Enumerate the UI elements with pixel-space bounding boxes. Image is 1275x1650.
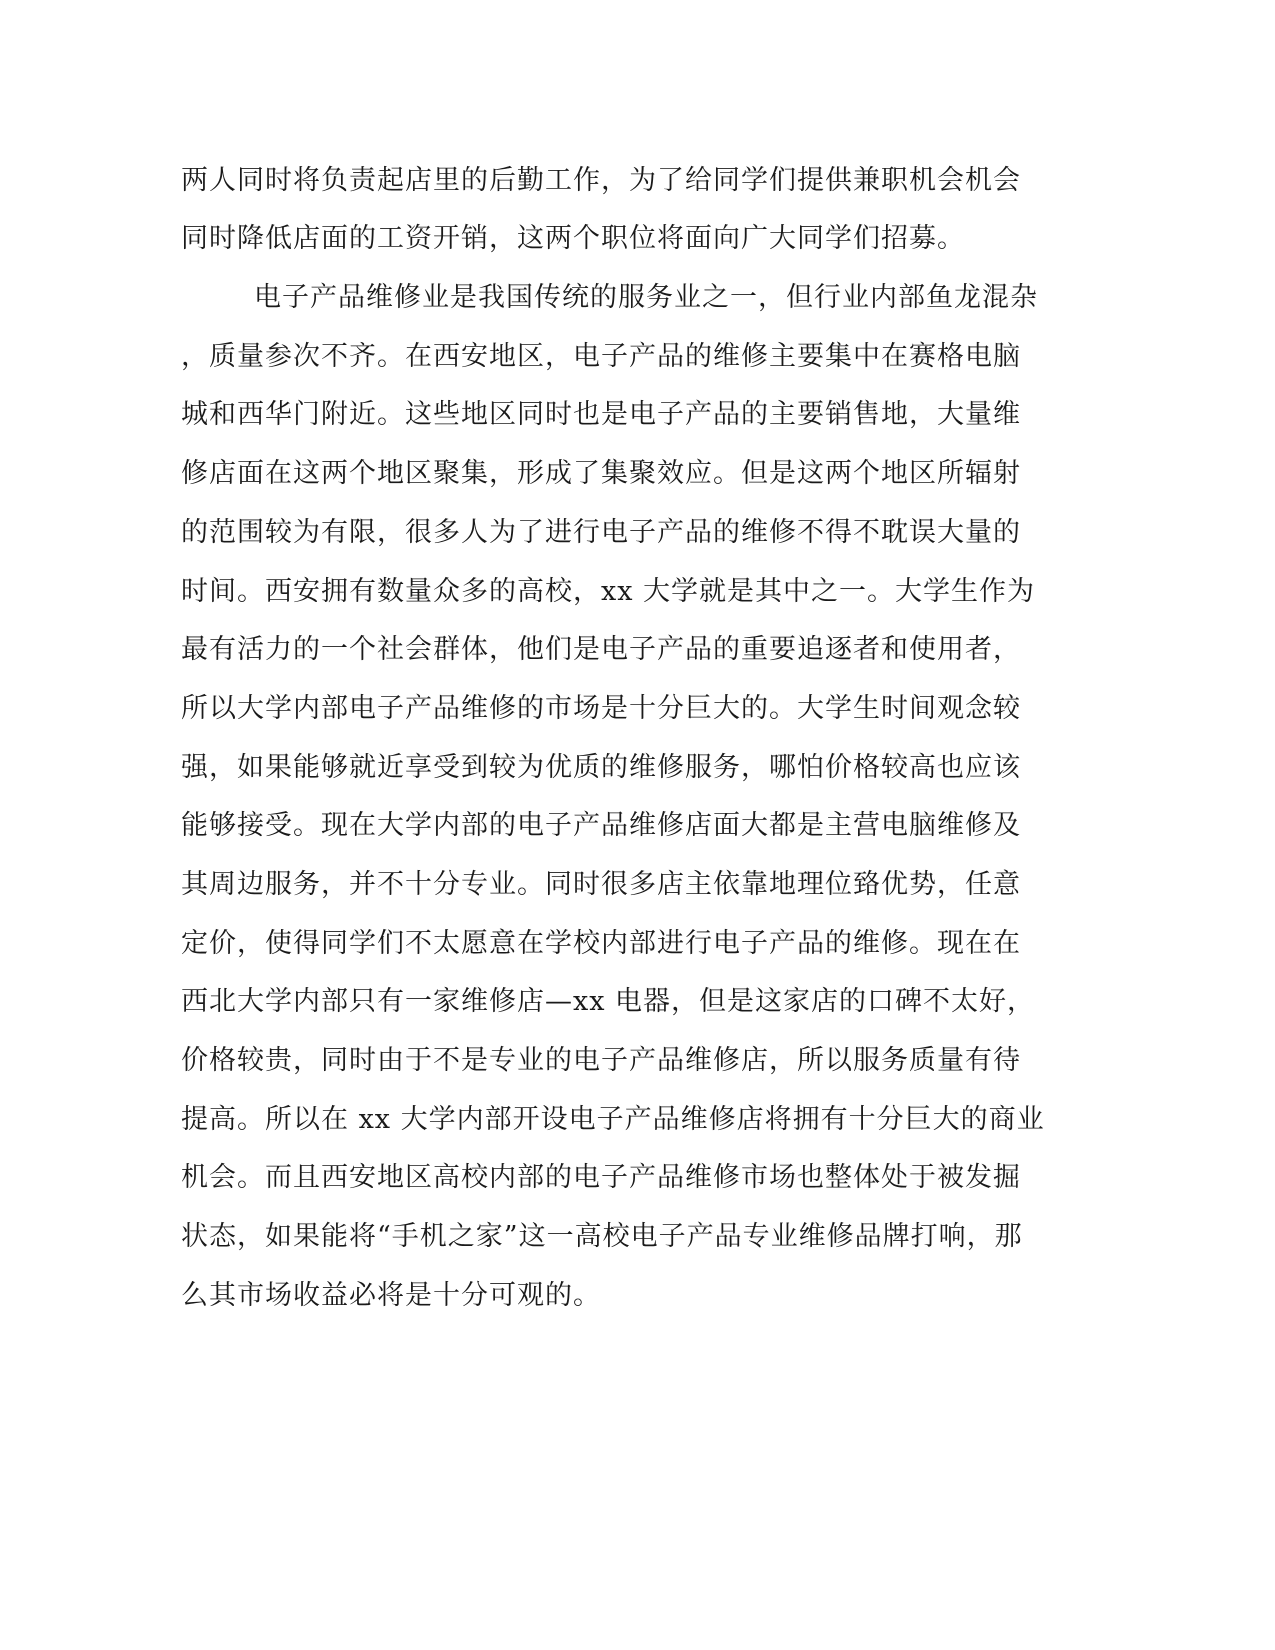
paragraph-2-line-17: 状态，如果能将“手机之家”这一高校电子产品专业维修品牌打响，那 <box>181 1221 1023 1252</box>
paragraph-1-line-2: 同时降低店面的工资开销，这两个职位将面向广大同学们招募。 <box>181 223 965 254</box>
paragraph-2-line-6: 时间。西安拥有数量众多的高校，xx 大学就是其中之一。大学生作为 <box>181 576 1036 607</box>
paragraph-2-line-1: 电子产品维修业是我国传统的服务业之一，但行业内部鱼龙混杂 <box>254 282 1038 313</box>
paragraph-2-line-18: 么其市场收益必将是十分可观的。 <box>181 1280 601 1311</box>
paragraph-2-line-5: 的范围较为有限，很多人为了进行电子产品的维修不得不耽误大量的 <box>181 517 1021 548</box>
paragraph-1-line-1: 两人同时将负责起店里的后勤工作，为了给同学们提供兼职机会机会 <box>181 165 1021 196</box>
paragraph-2-line-13: 西北大学内部只有一家维修店—xx 电器，但是这家店的口碑不太好， <box>181 986 1036 1017</box>
paragraph-2-line-10: 能够接受。现在大学内部的电子产品维修店面大都是主营电脑维修及 <box>181 810 1021 841</box>
paragraph-2-line-12: 定价，使得同学们不太愿意在学校内部进行电子产品的维修。现在在 <box>181 928 1021 959</box>
paragraph-2-line-15: 提高。所以在 xx 大学内部开设电子产品维修店将拥有十分巨大的商业 <box>181 1104 1045 1135</box>
paragraph-2-line-2: ，质量参次不齐。在西安地区，电子产品的维修主要集中在赛格电脑 <box>181 341 1021 372</box>
paragraph-2-line-9: 强，如果能够就近享受到较为优质的维修服务，哪怕价格较高也应该 <box>181 752 1021 783</box>
paragraph-2-line-8: 所以大学内部电子产品维修的市场是十分巨大的。大学生时间观念较 <box>181 693 1021 724</box>
paragraph-2-line-7: 最有活力的一个社会群体，他们是电子产品的重要追逐者和使用者， <box>181 634 1021 665</box>
paragraph-2-line-4: 修店面在这两个地区聚集，形成了集聚效应。但是这两个地区所辐射 <box>181 458 1021 489</box>
paragraph-2-line-11: 其周边服务，并不十分专业。同时很多店主依靠地理位臵优势，任意 <box>181 869 1021 900</box>
paragraph-2-line-14: 价格较贵，同时由于不是专业的电子产品维修店，所以服务质量有待 <box>181 1045 1021 1076</box>
paragraph-2-line-3: 城和西华门附近。这些地区同时也是电子产品的主要销售地，大量维 <box>181 399 1021 430</box>
paragraph-2-line-16: 机会。而且西安地区高校内部的电子产品维修市场也整体处于被发掘 <box>181 1162 1021 1193</box>
